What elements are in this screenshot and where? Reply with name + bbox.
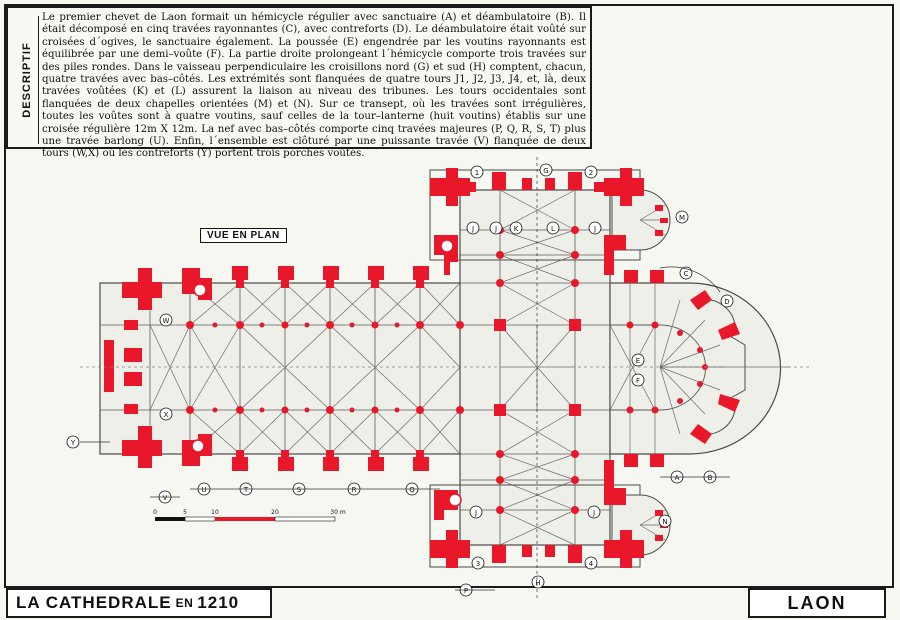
transept xyxy=(460,190,610,545)
svg-text:4: 4 xyxy=(588,560,594,568)
city-box xyxy=(748,588,886,618)
svg-text:10: 10 xyxy=(211,509,219,516)
svg-text:P: P xyxy=(463,587,469,595)
svg-text:F: F xyxy=(635,377,641,385)
title-main: LA CATHEDRALE xyxy=(16,593,172,612)
city-name: LAON xyxy=(787,592,847,613)
svg-text:0: 0 xyxy=(153,509,157,516)
svg-text:J: J xyxy=(474,509,478,517)
svg-text:W: W xyxy=(162,317,170,325)
title-box xyxy=(6,588,272,618)
svg-text:M: M xyxy=(678,214,686,222)
svg-text:S: S xyxy=(296,486,302,494)
svg-text:J: J xyxy=(494,225,498,233)
svg-text:B: B xyxy=(707,474,713,482)
svg-text:J: J xyxy=(471,225,475,233)
svg-text:A: A xyxy=(674,474,680,482)
svg-text:H: H xyxy=(535,579,541,587)
title-year: 1210 xyxy=(197,593,240,612)
svg-text:G: G xyxy=(543,167,549,175)
svg-text:30 m: 30 m xyxy=(330,509,346,516)
svg-text:V: V xyxy=(162,494,168,502)
title-mid: EN xyxy=(175,596,194,610)
svg-text:K: K xyxy=(513,225,519,233)
svg-text:E: E xyxy=(635,357,641,365)
svg-text:N: N xyxy=(662,518,668,526)
svg-text:L: L xyxy=(551,225,555,233)
scale-bar xyxy=(153,509,346,521)
svg-text:J: J xyxy=(592,509,596,517)
description-label: DESCRIPTIF xyxy=(16,16,39,144)
svg-text:20: 20 xyxy=(271,509,279,516)
svg-text:R: R xyxy=(351,486,357,494)
svg-text:U: U xyxy=(201,486,207,494)
view-label: VUE EN PLAN xyxy=(200,228,287,243)
nave xyxy=(100,283,500,454)
svg-text:T: T xyxy=(243,486,249,494)
description-text: Le premier chevet de Laon formait un hémicycle régulier avec sanctuaire (A) et déambulatoire (B). Il était décomposé en cinq travées rayonnantes (C), avec contreforts (D). Le déambulatoire était voûté sur croisées d´ogives, le sanctuaire également. La poussée (E) engendrée par les voutins rayonnants est équilibrée par une demi–voûte (F). La partie droite prolongeant l´hémicycle comporte trois travées sur des piles rondes. Dans le vaisseau perpendiculaire les croisillons nord (G) et sud (H) comptent, chacun, quatre travées avec bas–côtés. Les extrémités sont flanquées de quatre tours J1, J2, J3, J4, et, là, deux travées voûtées (K) et (L) assurent la liaison au niveau des tribunes. Les tours occidentales sont flanquées de deux chapelles orientées (M) et (N). Sur ce transept, où les travées sont irrégulières, toutes les voûtes sont à quatre voutins, sauf celles de la tour–lanterne (huit voutins) établis sur une croisée régulière 12m X 12m. La nef avec bas–côtés comporte cinq travées majeures (P, Q, R, S, T) plus une travée barlong (U). Enfin, l´ensemble est clôturé par une puissante travée (V) flanquée de deux tours (W,X) où les contreforts (Y) portent trois porches voûtés. xyxy=(42,12,586,160)
svg-text:3: 3 xyxy=(475,560,481,568)
svg-text:5: 5 xyxy=(183,509,187,516)
svg-text:J: J xyxy=(593,225,597,233)
svg-text:D: D xyxy=(724,298,730,306)
svg-text:Y: Y xyxy=(70,439,76,447)
svg-text:C: C xyxy=(683,270,689,278)
svg-text:2: 2 xyxy=(588,169,594,177)
svg-text:1: 1 xyxy=(474,169,480,177)
svg-text:X: X xyxy=(163,411,169,419)
svg-text:Q: Q xyxy=(409,486,415,494)
